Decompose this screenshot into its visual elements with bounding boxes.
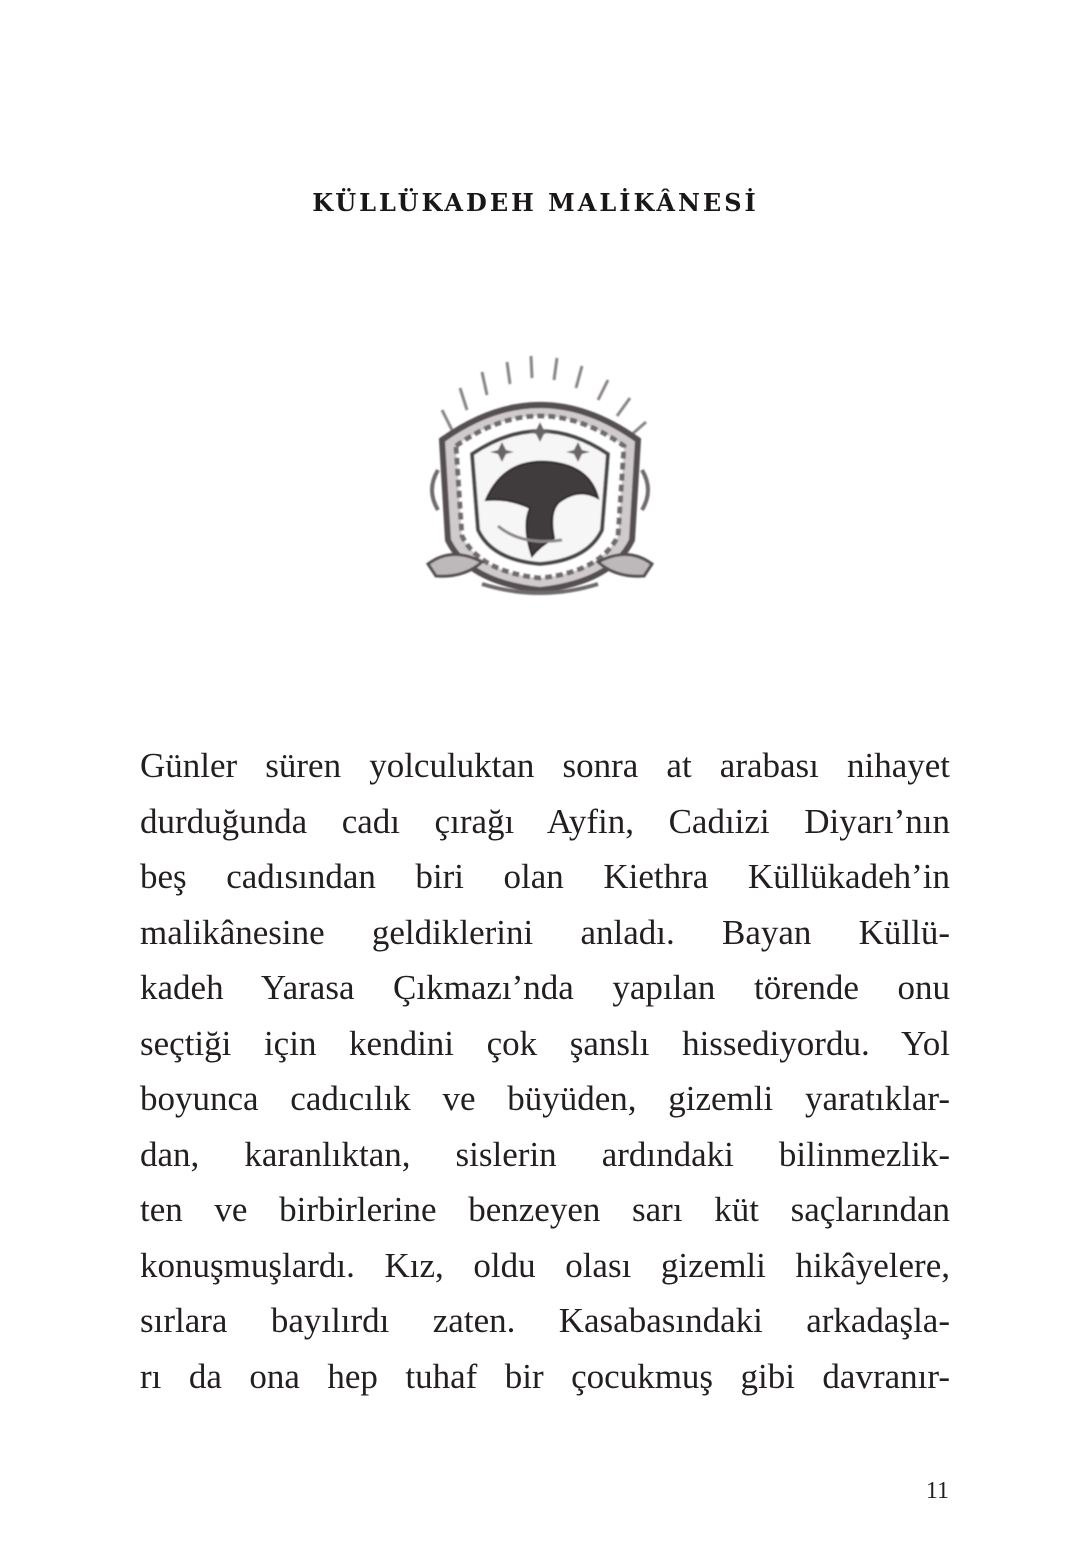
text-line: konuşmuşlardı. Kız, oldu olası gizemli hikâyelere, [140,1245,950,1285]
text-line: beş cadısından biri olan Kiethra Küllükadeh’in [140,857,950,896]
text-line: seçtiği için kendini çok şanslı hissediyordu. Yol [140,1023,950,1063]
text-line: kadeh Yarasa Çıkmazı’nda yapılan törende onu [140,968,950,1007]
text-line: durduğunda cadı çırağı Ayfin, Cadıizi Diyarı’nın [140,801,950,841]
text-line: ten ve birbirlerine benzeyen sarı küt saçlarından [140,1190,950,1229]
page-number: 11 [925,1478,949,1504]
text-line: sırlara bayılırdı zaten. Kasabasındaki arkadaşla- [140,1301,950,1340]
text-line: dan, karanlıktan, sislerin ardındaki bilinmezlik- [140,1134,950,1174]
text-line: Günler süren yolculuktan sonra at arabası nihayet [140,746,950,785]
text-line: boyunca cadıcılık ve büyüden, gizemli yaratıklar- [140,1079,950,1118]
text-line: malikânesine geldiklerini anladı. Bayan Küllü- [140,912,950,952]
body-paragraph [140,738,950,1404]
text-line: rı da ona hep tuhaf bir çocukmuş gibi davranır- [140,1356,950,1396]
chapter-title: KÜLLÜKADEH MALİKÂNESİ [312,188,759,217]
crest-emblem-icon [412,350,668,618]
